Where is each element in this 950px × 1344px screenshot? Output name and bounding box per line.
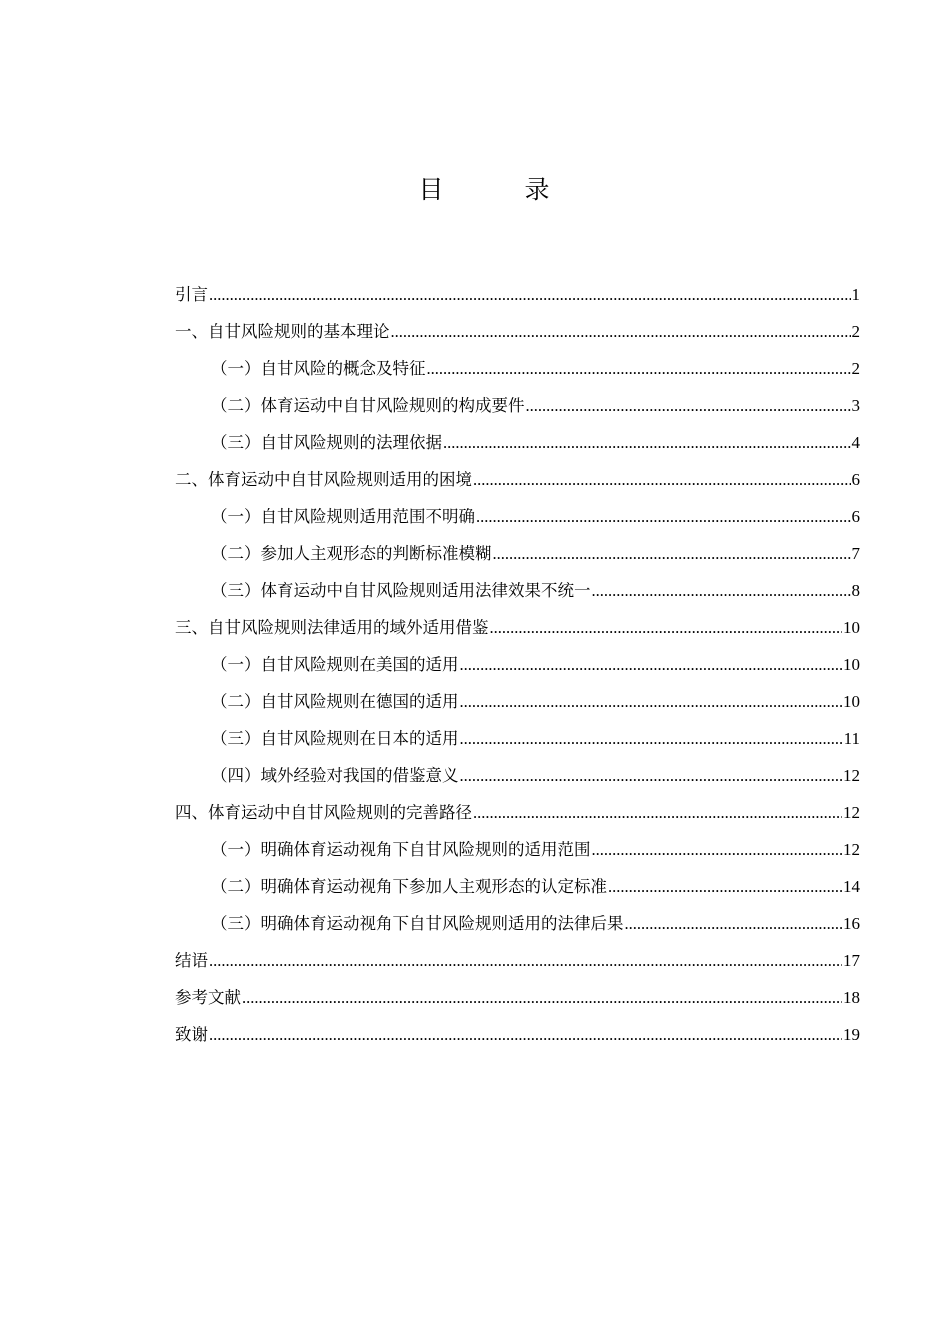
toc-entry-page-number: 6 — [851, 507, 860, 526]
toc-entry-page-number: 12 — [843, 766, 860, 785]
toc-entry-page-number: 8 — [851, 581, 860, 600]
toc-entry-page-number: 14 — [843, 877, 860, 896]
toc-dot-leader — [460, 683, 843, 720]
toc-dot-leader — [526, 387, 851, 424]
toc-entry-page-number: 2 — [851, 322, 860, 341]
toc-entry[interactable] — [175, 794, 860, 831]
toc-entry-label: （三）明确体育运动视角下自甘风险规则适用的法律后果 — [211, 914, 624, 933]
toc-dot-leader — [391, 313, 851, 350]
toc-entry[interactable] — [175, 942, 860, 979]
toc-entry[interactable] — [175, 387, 860, 424]
toc-entry[interactable] — [175, 905, 860, 942]
toc-entry[interactable] — [175, 461, 860, 498]
toc-dot-leader — [209, 1016, 842, 1053]
toc-entry-page-number: 2 — [851, 359, 860, 378]
toc-dot-leader — [608, 868, 842, 905]
toc-entry[interactable] — [175, 683, 860, 720]
toc-entry[interactable] — [175, 276, 860, 313]
toc-entry-page-number: 12 — [843, 840, 860, 859]
toc-entry[interactable] — [175, 831, 860, 868]
toc-entry-label: 一、自甘风险规则的基本理论 — [175, 322, 390, 341]
toc-entry-label: （四）域外经验对我国的借鉴意义 — [211, 766, 459, 785]
toc-entry[interactable] — [175, 424, 860, 461]
toc-dot-leader — [473, 794, 842, 831]
toc-dot-leader — [493, 535, 851, 572]
toc-dot-leader — [592, 572, 851, 609]
toc-entry-page-number: 4 — [851, 433, 860, 452]
toc-entry[interactable] — [175, 498, 860, 535]
toc-entry[interactable] — [175, 350, 860, 387]
toc-entry-page-number: 16 — [843, 914, 860, 933]
toc-entry-label: （二）自甘风险规则在德国的适用 — [211, 692, 459, 711]
toc-dot-leader — [476, 498, 851, 535]
toc-entry[interactable] — [175, 720, 860, 757]
table-of-contents — [175, 276, 860, 1053]
toc-entry[interactable] — [175, 313, 860, 350]
toc-entry-label: （一）自甘风险规则在美国的适用 — [211, 655, 459, 674]
toc-entry[interactable] — [175, 609, 860, 646]
toc-entry-label: （一）自甘风险规则适用范围不明确 — [211, 507, 475, 526]
toc-entry-page-number: 3 — [851, 396, 860, 415]
toc-entry-label: （二）参加人主观形态的判断标准模糊 — [211, 544, 492, 563]
toc-dot-leader — [490, 609, 843, 646]
toc-dot-leader — [473, 461, 851, 498]
page-title: 目 录 — [418, 175, 578, 204]
toc-dot-leader — [592, 831, 843, 868]
toc-entry-label: 三、自甘风险规则法律适用的域外适用借鉴 — [175, 618, 489, 637]
toc-dot-leader — [209, 942, 842, 979]
toc-entry-label: （三）自甘风险规则的法理依据 — [211, 433, 442, 452]
toc-entry-page-number: 17 — [843, 951, 860, 970]
toc-entry-label: （一）自甘风险的概念及特征 — [211, 359, 426, 378]
toc-entry[interactable] — [175, 1016, 860, 1053]
toc-dot-leader — [460, 720, 843, 757]
toc-entry-label: （二）体育运动中自甘风险规则的构成要件 — [211, 396, 525, 415]
toc-dot-leader — [460, 646, 843, 683]
toc-dot-leader — [460, 757, 843, 794]
toc-entry-page-number: 7 — [851, 544, 860, 563]
toc-entry-page-number: 10 — [843, 655, 860, 674]
toc-dot-leader — [209, 276, 851, 313]
toc-dot-leader — [625, 905, 843, 942]
toc-entry[interactable] — [175, 757, 860, 794]
toc-entry-label: （一）明确体育运动视角下自甘风险规则的适用范围 — [211, 840, 591, 859]
toc-entry-page-number: 12 — [843, 803, 860, 822]
toc-entry-label: 参考文献 — [175, 988, 241, 1007]
toc-entry[interactable] — [175, 979, 860, 1016]
toc-dot-leader — [427, 350, 851, 387]
toc-entry[interactable] — [175, 868, 860, 905]
toc-dot-leader — [242, 979, 842, 1016]
toc-entry[interactable] — [175, 535, 860, 572]
toc-entry-label: 引言 — [175, 285, 208, 304]
toc-entry[interactable] — [175, 572, 860, 609]
toc-entry-page-number: 1 — [851, 285, 860, 304]
toc-entry[interactable] — [175, 646, 860, 683]
toc-entry-label: 结语 — [175, 951, 208, 970]
toc-entry-label: 二、体育运动中自甘风险规则适用的困境 — [175, 470, 472, 489]
toc-entry-label: （三）体育运动中自甘风险规则适用法律效果不统一 — [211, 581, 591, 600]
toc-entry-label: （二）明确体育运动视角下参加人主观形态的认定标准 — [211, 877, 607, 896]
toc-entry-page-number: 19 — [843, 1025, 860, 1044]
toc-dot-leader — [443, 424, 851, 461]
toc-entry-page-number: 18 — [843, 988, 860, 1007]
toc-entry-page-number: 11 — [843, 729, 860, 748]
toc-entry-page-number: 10 — [843, 692, 860, 711]
toc-entry-label: 四、体育运动中自甘风险规则的完善路径 — [175, 803, 472, 822]
toc-entry-page-number: 6 — [851, 470, 860, 489]
toc-entry-label: （三）自甘风险规则在日本的适用 — [211, 729, 459, 748]
toc-entry-page-number: 10 — [843, 618, 860, 637]
toc-entry-label: 致谢 — [175, 1025, 208, 1044]
